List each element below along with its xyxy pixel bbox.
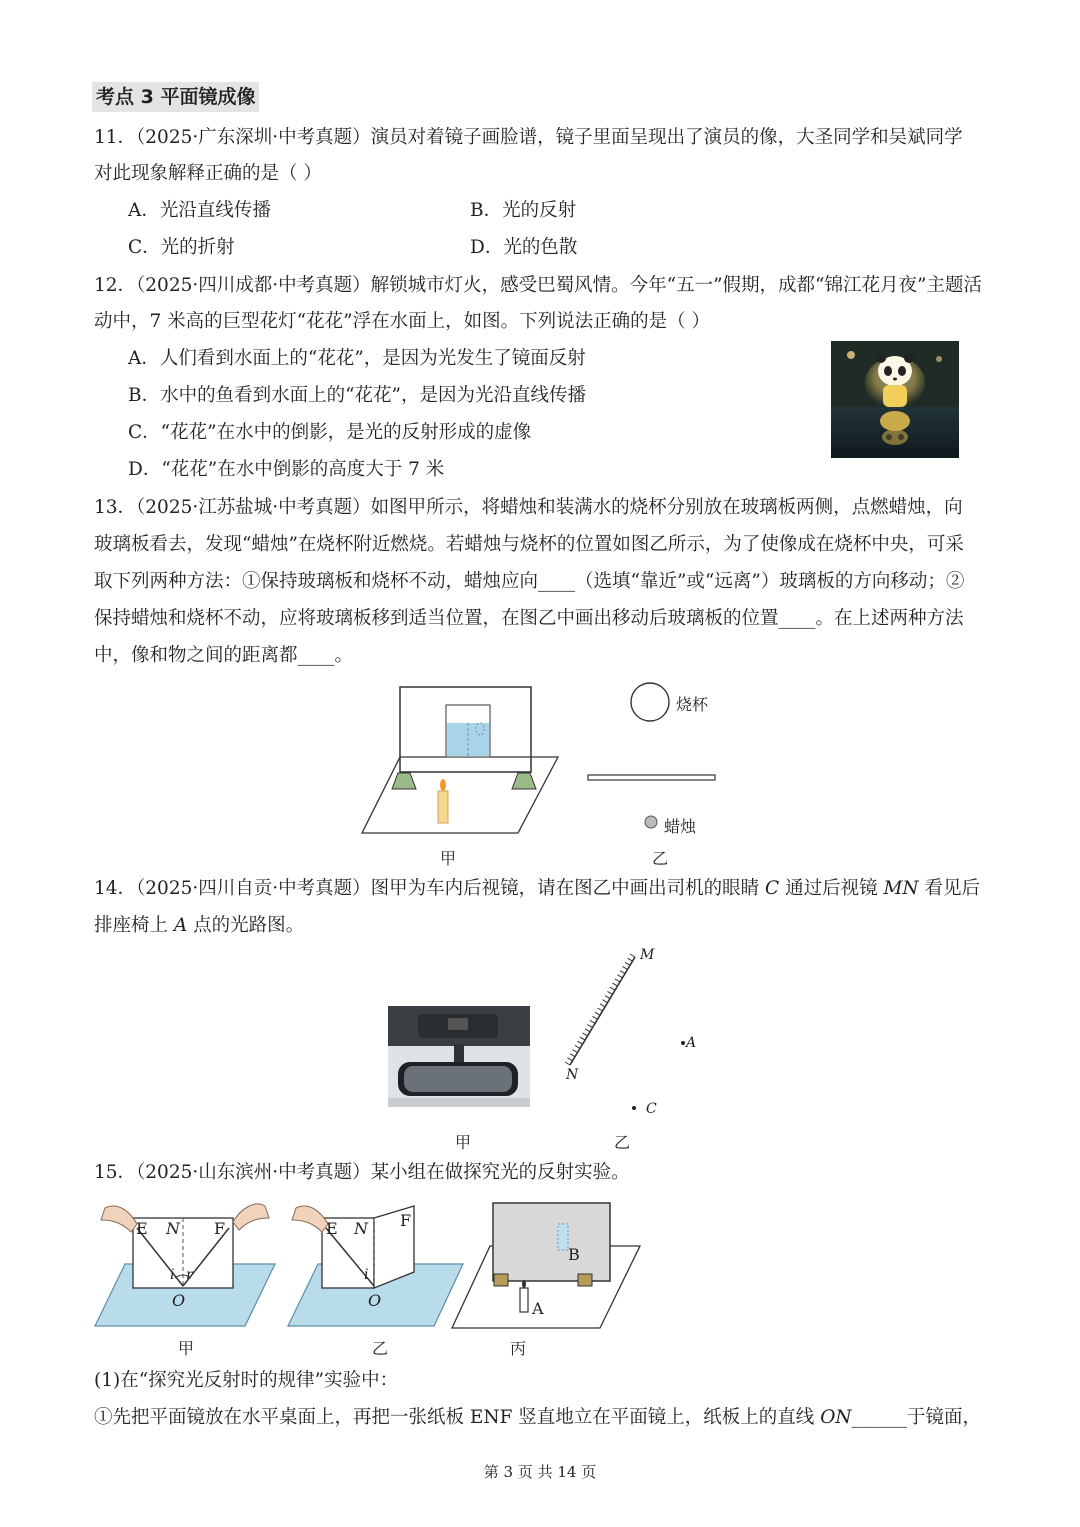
q13-candle-label: 蜡烛: [664, 817, 697, 836]
q11-option-d: D．光的色散: [470, 237, 578, 258]
q15-jia-label-f: F: [214, 1219, 226, 1238]
q14-fig-jia-label: 甲: [455, 1133, 472, 1152]
q11-option-a: A．光沿直线传播: [128, 200, 271, 221]
q15-jia-label-r: r: [186, 1267, 193, 1283]
q15-yi-label-n: N: [354, 1219, 368, 1238]
q14-label-n: N: [566, 1067, 579, 1083]
q11-stem-line1: 11．（2025·广东深圳·中考真题）演员对着镜子画脸谱，镜子里面呈现出了演员的像，大圣同学和吴斌同学: [94, 127, 963, 148]
q15-stem-line1: 15．（2025·山东滨州·中考真题）某小组在做探究光的反射实验。: [94, 1162, 630, 1183]
q14-fig-yi-label: 乙: [614, 1133, 631, 1152]
q14-mirror-diagram: [560, 945, 700, 1125]
q15-sub1-title: (1)在“探究光反射时的规律”实验中：: [94, 1370, 399, 1391]
q15-fig-jia-label: 甲: [178, 1339, 195, 1358]
q15-yi-label-f: F: [400, 1211, 412, 1230]
q15-sub1-line: ①先把平面镜放在水平桌面上，再把一张纸板 ENF 竖直地立在平面镜上，纸板上的直线 ON______于镜面，: [94, 1407, 982, 1428]
q14-rearview-mirror-photo: [388, 1006, 530, 1107]
section-heading: 考点 3 平面镜成像: [92, 82, 259, 112]
q14-stem-line2: 排座椅上 A 点的光路图。: [94, 915, 305, 936]
panda-lantern-photo: [831, 341, 959, 458]
q11-stem-line2: 对此现象解释正确的是（ ）: [94, 163, 322, 184]
q14-label-a: A: [686, 1035, 697, 1051]
q12-option-a: A．人们看到水面上的“花花”，是因为光发生了镜面反射: [128, 348, 586, 369]
q14-label-m: M: [640, 947, 655, 963]
q12-stem-line1: 12．（2025·四川成都·中考真题）解锁城市灯火，感受巴蜀风情。今年“五一”假期，成都“锦江花月夜”主题活: [94, 275, 982, 296]
q11-option-c: C．光的折射: [128, 237, 235, 258]
q15-jia-label-n: N: [166, 1219, 180, 1238]
q13-stem-line1: 13．（2025·江苏盐城·中考真题）如图甲所示，将蜡烛和装满水的烧杯分别放在玻璃板两侧，点燃蜡烛，向: [94, 497, 963, 518]
mirror-hatch: [565, 954, 635, 1065]
q15-fig-yi-label: 乙: [372, 1339, 389, 1358]
q15-yi-label-e: E: [326, 1219, 338, 1238]
page-footer: 第 3 页 共 14 页: [483, 1463, 597, 1481]
q13-fig-jia-label: 甲: [440, 849, 457, 868]
q13-stem-line4: 保持蜡烛和烧杯不动，应将玻璃板移到适当位置，在图乙中画出移动后玻璃板的位置____。在上述两种方法: [94, 608, 964, 629]
q13-stem-line2: 玻璃板看去，发现“蜡烛”在烧杯附近燃烧。若蜡烛与烧杯的位置如图乙所示，为了使像成在烧杯中央，可采: [94, 534, 964, 555]
q15-yi-label-i: i: [364, 1267, 369, 1283]
q12-stem-line2: 动中，7 米高的巨型花灯“花花”浮在水面上，如图。下列说法正确的是（ ）: [94, 311, 710, 332]
point-c-dot: [632, 1106, 636, 1110]
q15-bing-label-a: A: [532, 1299, 544, 1318]
q15-jia-label-i: i: [170, 1267, 175, 1283]
point-a-dot: [681, 1041, 685, 1045]
q13-stem-line5: 中，像和物之间的距离都____。: [94, 645, 354, 666]
q12-option-c: C．“花花”在水中的倒影，是光的反射形成的虚像: [128, 422, 532, 443]
q13-beaker-label: 烧杯: [676, 695, 709, 714]
q15-bing-label-b: B: [568, 1245, 580, 1264]
q15-figure-bing: [450, 1200, 642, 1330]
q12-option-b: B．水中的鱼看到水面上的“花花”，是因为光沿直线传播: [128, 385, 587, 406]
q13-fig-yi-label: 乙: [652, 849, 669, 868]
q15-yi-label-o: O: [368, 1291, 382, 1310]
q13-stem-line3: 取下列两种方法：①保持玻璃板和烧杯不动，蜡烛应向____（选填“靠近”或“远离”）玻璃板的方向移动；②: [94, 571, 965, 592]
q14-label-c: C: [646, 1101, 657, 1117]
q15-fig-bing-label: 丙: [510, 1339, 527, 1358]
q13-figure-jia: [360, 685, 560, 835]
q12-option-d: D．“花花”在水中倒影的高度大于 7 米: [128, 459, 445, 480]
q11-option-b: B．光的反射: [470, 200, 577, 221]
q15-jia-label-e: E: [136, 1219, 148, 1238]
q14-stem-line1: 14．（2025·四川自贡·中考真题）图甲为车内后视镜，请在图乙中画出司机的眼睛 C 通过后视镜 MN 看见后: [94, 878, 980, 899]
q15-jia-label-o: O: [172, 1291, 186, 1310]
